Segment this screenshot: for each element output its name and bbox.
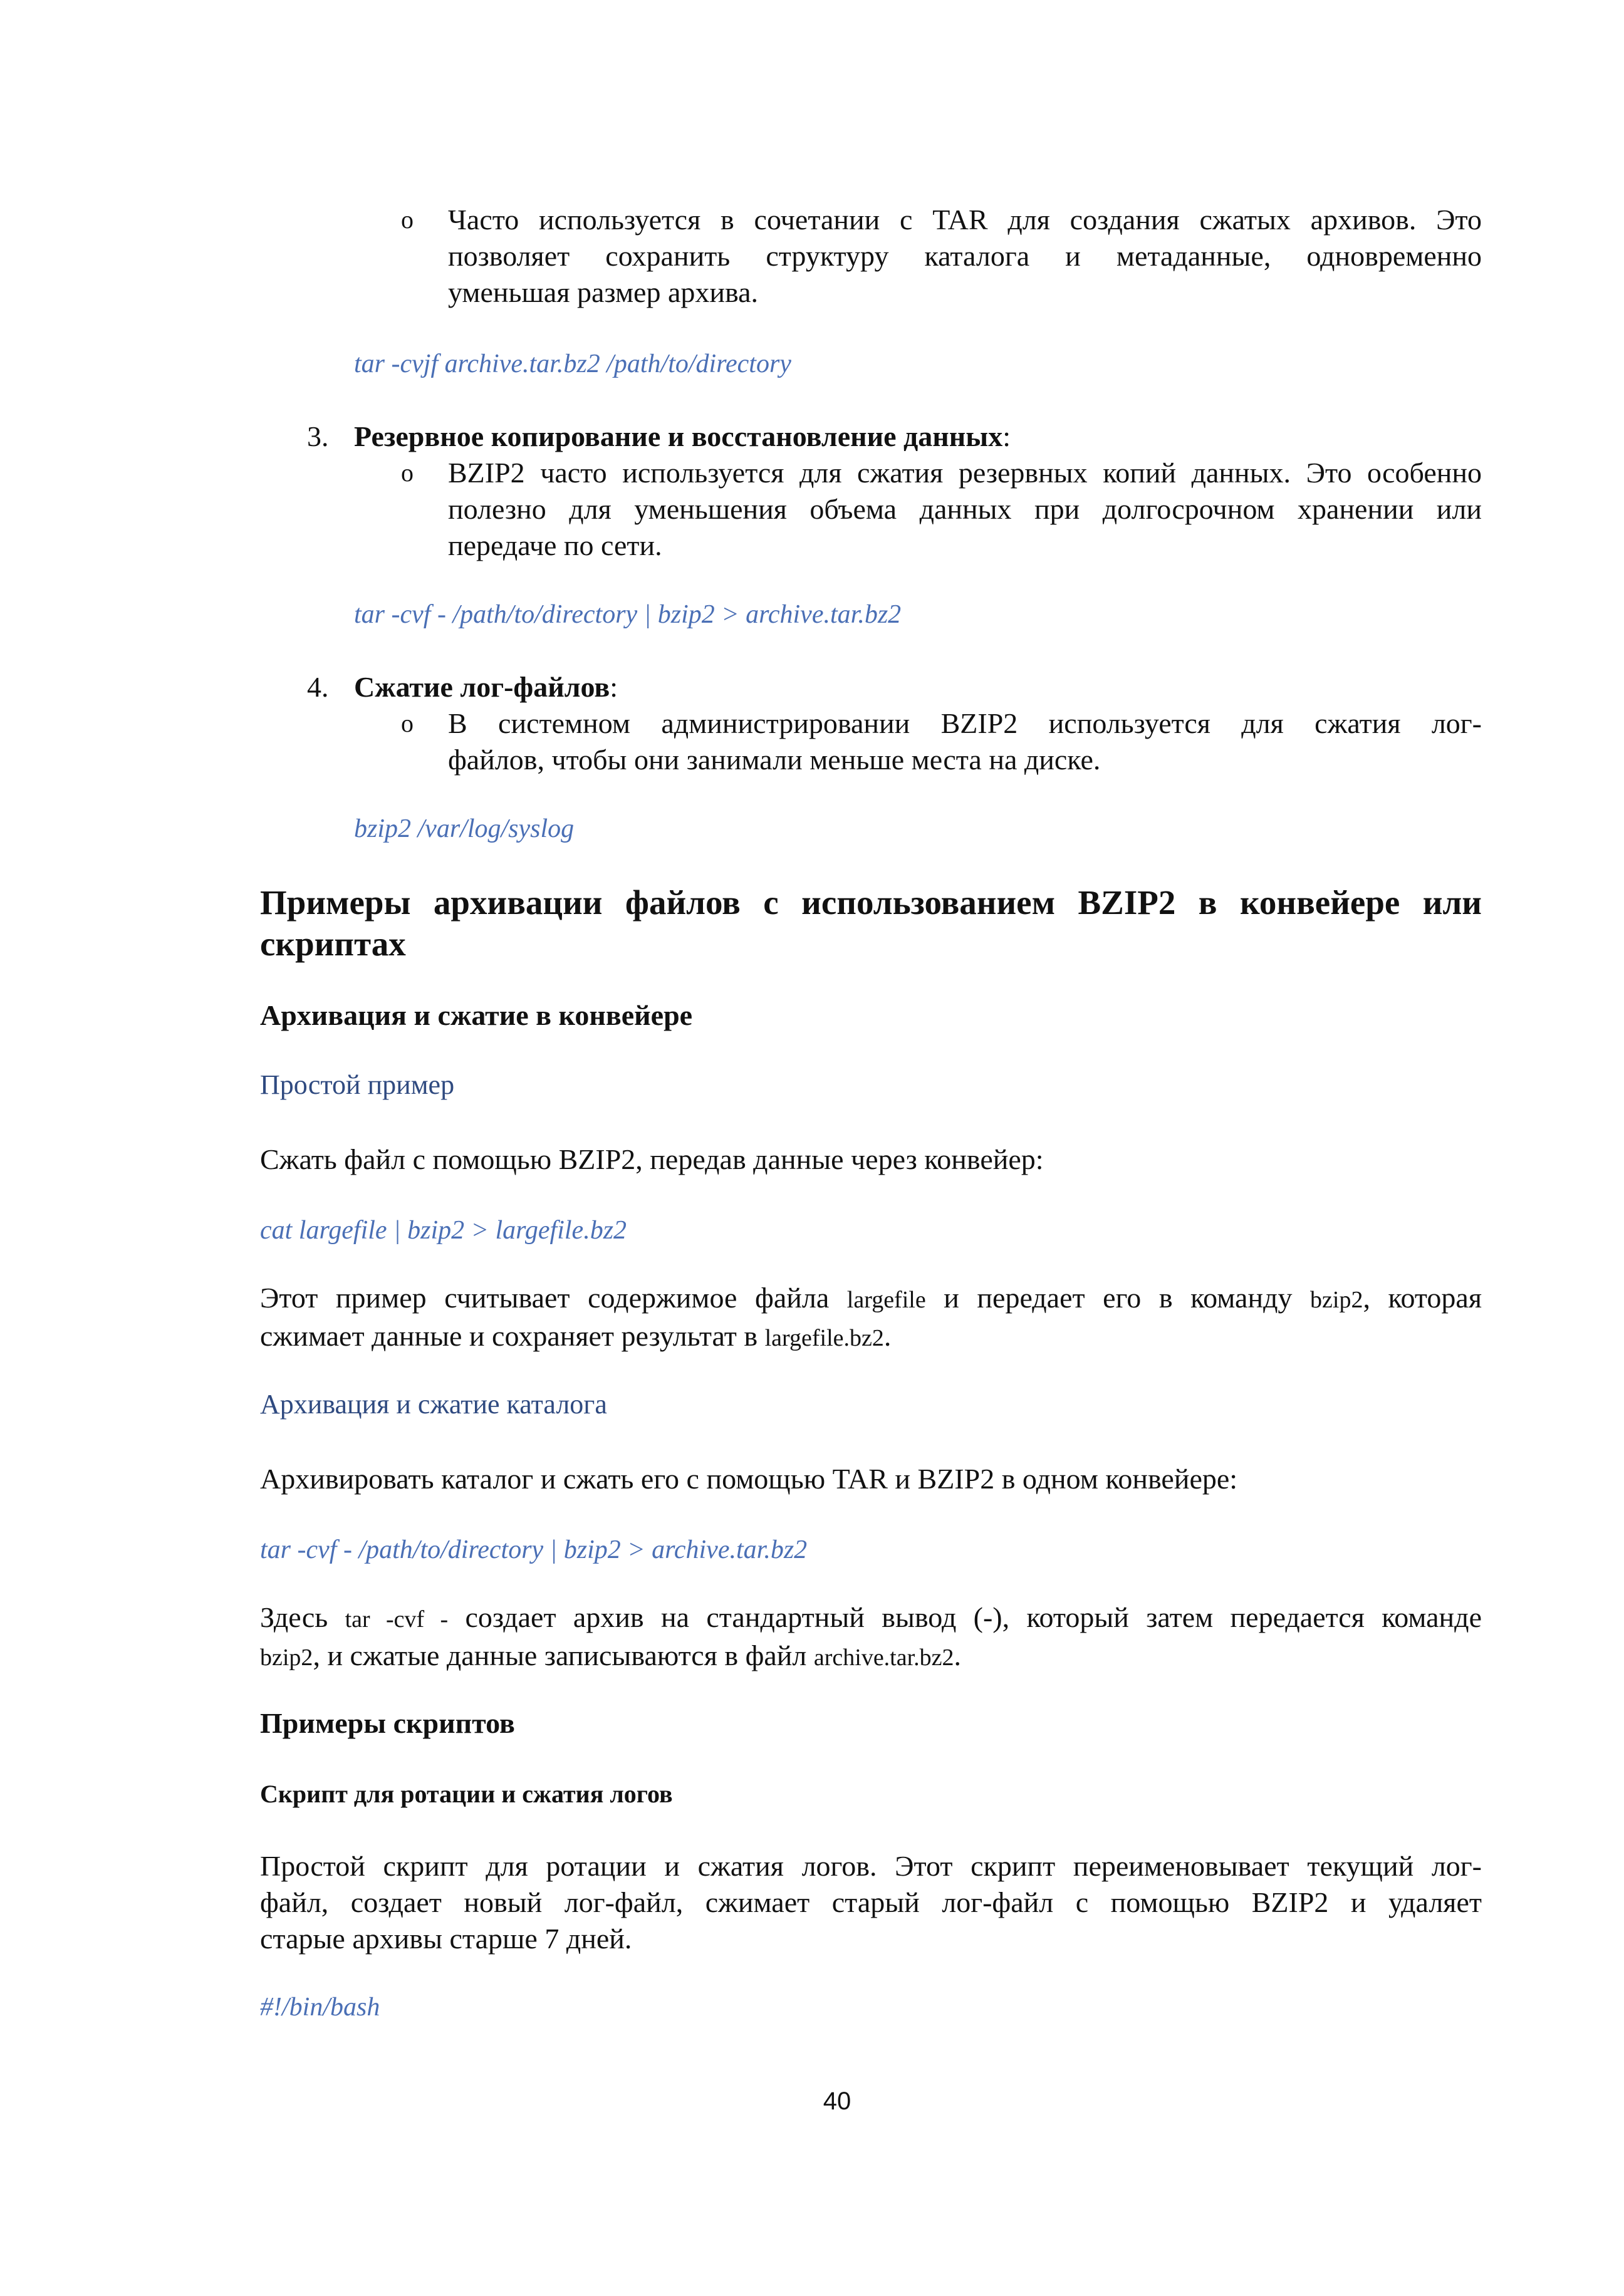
subsection-heading-pipeline: Архивация и сжатие в конвейере <box>260 999 693 1031</box>
code-snippet: cat largefile | bzip2 > largefile.bz2 <box>260 1216 627 1245</box>
text-span: Этот пример считывает содержимое файла <box>260 1282 847 1314</box>
text-span: и передает его в команду <box>925 1282 1311 1314</box>
text-span: создает архив на стандартный вывод (-), который затем передается команде <box>448 1601 1482 1633</box>
paragraph-explanation <box>260 1599 1482 1676</box>
list-item-title-text: Сжатие лог-файлов <box>354 671 610 703</box>
list-item-title <box>354 418 1011 455</box>
text-line: позволяет сохранить структуру каталога и метаданные, одновременно <box>448 240 1482 272</box>
text-span: , которая <box>1363 1282 1482 1314</box>
inline-code: largefile <box>846 1287 926 1313</box>
section-heading <box>260 882 1482 965</box>
text-line <box>260 1638 1482 1676</box>
text-line <box>260 1280 1482 1318</box>
code-snippet: tar -cvjf archive.tar.bz2 /path/to/directory <box>354 350 791 378</box>
text-line: В системном администрировании BZIP2 используется для сжатия лог- <box>448 707 1482 739</box>
bullet-item-text <box>448 202 1482 311</box>
paragraph-intro: Архивировать каталог и сжать его с помощью TAR и BZIP2 в одном конвейере: <box>260 1463 1238 1495</box>
code-snippet: tar -cvf - /path/to/directory | bzip2 > archive.tar.bz2 <box>260 1535 808 1564</box>
text-line: старые архивы старше 7 дней. <box>260 1923 632 1955</box>
code-snippet: tar -cvf - /path/to/directory | bzip2 > archive.tar.bz2 <box>354 600 902 629</box>
list-item-title <box>354 669 618 705</box>
text-span: . <box>883 1320 892 1352</box>
bullet-marker: o <box>401 205 414 234</box>
text-line <box>260 1599 1482 1638</box>
text-line: файлов, чтобы они занимали меньше места на диске. <box>448 744 1101 776</box>
text-line: полезно для уменьшения объема данных при долгосрочном хранении или <box>448 493 1482 525</box>
text-span: . <box>954 1639 962 1671</box>
list-item-title-text: Резервное копирование и восстановление данных <box>354 420 1003 452</box>
subsection-heading-scripts: Примеры скриптов <box>260 1707 515 1739</box>
text-span: сжимает данные и сохраняет результат в <box>260 1320 765 1352</box>
paragraph-intro: Сжать файл с помощью BZIP2, передав данные через конвейер: <box>260 1143 1044 1175</box>
colon: : <box>610 671 618 703</box>
inline-code: tar -cvf - <box>345 1606 449 1633</box>
inline-code: archive.tar.bz2 <box>813 1644 954 1671</box>
list-number: 3. <box>307 420 329 452</box>
paragraph-script-description <box>260 1848 1482 1957</box>
text-line: Часто используется в сочетании с TAR для создания сжатых архивов. Это <box>448 204 1482 236</box>
text-line: Простой скрипт для ротации и сжатия логов. Этот скрипт переименовывает текущий лог- <box>260 1850 1482 1882</box>
inline-code: bzip2 <box>1310 1287 1363 1313</box>
bullet-marker: o <box>401 709 414 737</box>
list-number: 4. <box>307 671 329 703</box>
bullet-item-text <box>448 705 1482 778</box>
text-span: , и сжатые данные записываются в файл <box>313 1639 814 1671</box>
heading-line: скриптах <box>260 925 406 963</box>
text-span: Здесь <box>260 1601 345 1633</box>
text-line: файл, создает новый лог-файл, сжимает старый лог-файл с помощью BZIP2 и удаляет <box>260 1886 1482 1918</box>
paragraph-explanation <box>260 1280 1482 1356</box>
code-snippet: bzip2 /var/log/syslog <box>354 814 575 843</box>
text-line: BZIP2 часто используется для сжатия резервных копий данных. Это особенно <box>448 457 1482 489</box>
inline-code: bzip2 <box>260 1644 313 1671</box>
inline-code: largefile.bz2 <box>764 1325 884 1351</box>
text-line <box>260 1318 1482 1356</box>
example-heading-directory: Архивация и сжатие каталога <box>260 1389 607 1420</box>
heading-line: Примеры архивации файлов с использованием BZIP2 в конвейере или <box>260 883 1482 922</box>
text-line: передаче по сети. <box>448 529 662 561</box>
bullet-item-text <box>448 455 1482 564</box>
page-number: 40 <box>823 2087 851 2115</box>
script-heading-log-rotation: Скрипт для ротации и сжатия логов <box>260 1780 673 1808</box>
example-heading-simple: Простой пример <box>260 1069 455 1100</box>
bullet-marker: o <box>401 459 414 487</box>
colon: : <box>1002 420 1011 452</box>
code-snippet-shebang: #!/bin/bash <box>260 1993 380 2022</box>
text-line: уменьшая размер архива. <box>448 276 759 308</box>
